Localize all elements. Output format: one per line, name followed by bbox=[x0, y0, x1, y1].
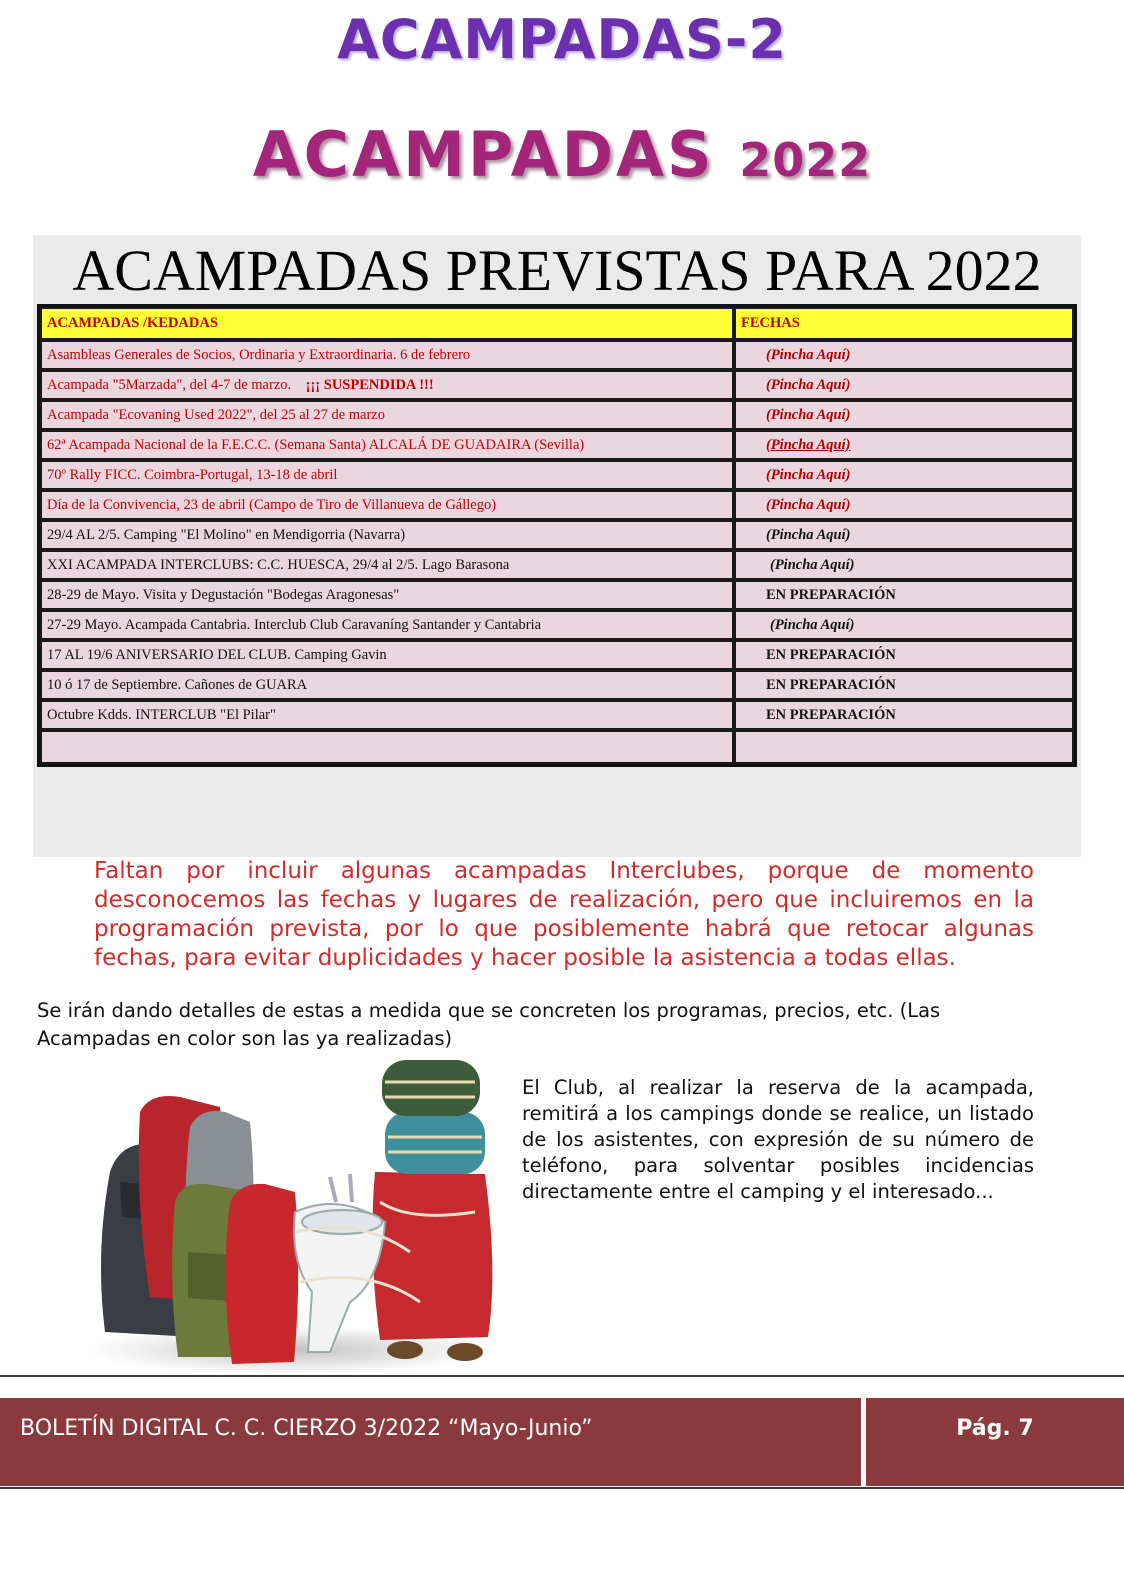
page-title: ACAMPADAS-2 bbox=[337, 8, 787, 71]
club-paragraph: El Club, al realizar la reserva de la acampada, remitirá a los campings donde se realice, un listado de los asistentes, con expresión de su número de teléfono, para solventar posibles incidencias directamente entre el camping y el interesado... bbox=[522, 1076, 1034, 1203]
date-link[interactable]: (Pincha Aquí) bbox=[734, 550, 1074, 580]
table-row bbox=[40, 580, 1074, 610]
event-cell: 10 ó 17 de Septiembre. Cañones de GUARA bbox=[40, 670, 734, 700]
table-row bbox=[40, 400, 1074, 430]
table-row bbox=[40, 640, 1074, 670]
event-cell: 70º Rally FICC. Coimbra-Portugal, 13-18 de abril bbox=[40, 460, 734, 490]
table-row bbox=[40, 370, 1074, 400]
banner-title bbox=[0, 118, 1124, 191]
table-row bbox=[40, 700, 1074, 730]
empty-cell bbox=[734, 730, 1074, 764]
date-link[interactable]: (Pincha Aquí) bbox=[734, 340, 1074, 370]
backpacks-illustration bbox=[80, 1052, 500, 1374]
table-row bbox=[40, 520, 1074, 550]
footer-bar bbox=[0, 1398, 1124, 1486]
event-cell: 29/4 AL 2/5. Camping "El Molino" en Mendigorria (Navarra) bbox=[40, 520, 734, 550]
table-header-row bbox=[40, 307, 1074, 340]
note-paragraph: Se irán dando detalles de estas a medida que se concreten los programas, precios, etc. (Las Acampadas en color son las ya realizadas) bbox=[37, 999, 941, 1050]
date-status: EN PREPARACIÓN bbox=[734, 700, 1074, 730]
date-link[interactable]: (Pincha Aquí) bbox=[734, 400, 1074, 430]
table-row bbox=[40, 610, 1074, 640]
table-row bbox=[40, 670, 1074, 700]
schedule-table bbox=[37, 304, 1077, 767]
date-link[interactable]: (Pincha Aquí) bbox=[734, 520, 1074, 550]
event-cell: Día de la Convivencia, 23 de abril (Campo de Tiro de Villanueva de Gállego) bbox=[40, 490, 734, 520]
date-status: EN PREPARACIÓN bbox=[734, 580, 1074, 610]
schedule-panel bbox=[33, 235, 1081, 857]
table-row bbox=[40, 550, 1074, 580]
event-cell: Acampada "Ecovaning Used 2022", del 25 al 27 de marzo bbox=[40, 400, 734, 430]
event-cell: 17 AL 19/6 ANIVERSARIO DEL CLUB. Camping Gavin bbox=[40, 640, 734, 670]
table-row bbox=[40, 490, 1074, 520]
event-cell: 28-29 de Mayo. Visita y Degustación "Bodegas Aragonesas" bbox=[40, 580, 734, 610]
date-status: EN PREPARACIÓN bbox=[734, 640, 1074, 670]
bulletin-label: BOLETÍN DIGITAL C. C. CIERZO 3/2022 “Mayo-Junio” bbox=[20, 1416, 593, 1441]
date-link[interactable]: (Pincha Aquí) bbox=[734, 430, 1074, 460]
date-link[interactable]: (Pincha Aquí) bbox=[734, 490, 1074, 520]
table-row-empty bbox=[40, 730, 1074, 764]
event-cell: 27-29 Mayo. Acampada Cantabria. Interclub Club Caravaníng Santander y Cantabria bbox=[40, 610, 734, 640]
event-cell: XXI ACAMPADA INTERCLUBS: C.C. HUESCA, 29/4 al 2/5. Lago Barasona bbox=[40, 550, 734, 580]
table-row bbox=[40, 340, 1074, 370]
table-row bbox=[40, 430, 1074, 460]
suspended-label: ¡¡¡ SUSPENDIDA !!! bbox=[305, 376, 434, 393]
date-link[interactable]: (Pincha Aquí) bbox=[734, 460, 1074, 490]
empty-cell bbox=[40, 730, 734, 764]
date-status: EN PREPARACIÓN bbox=[734, 670, 1074, 700]
backpacks-icon bbox=[80, 1052, 500, 1374]
warning-paragraph: Faltan por incluir algunas acampadas Interclubes, porque de momento desconocemos las fechas y lugares de realización, pero que incluiremos en la programación prevista, por lo que posiblemente habrá que retocar algunas fechas, para evitar duplicidades y hacer posible la asistencia a todas ellas. bbox=[94, 858, 1034, 971]
column-header-event: ACAMPADAS /KEDADAS bbox=[40, 307, 734, 340]
date-link[interactable]: (Pincha Aquí) bbox=[734, 610, 1074, 640]
banner-year: 2022 bbox=[739, 133, 872, 187]
footer-bottom-rule bbox=[0, 1487, 1124, 1489]
table-row bbox=[40, 460, 1074, 490]
schedule-heading: ACAMPADAS PREVISTAS PARA 2022 bbox=[72, 238, 1042, 303]
event-cell: Octubre Kdds. INTERCLUB "El Pilar" bbox=[40, 700, 734, 730]
banner-word: ACAMPADAS bbox=[252, 118, 715, 191]
event-cell: Asambleas Generales de Socios, Ordinaria y Extraordinaria. 6 de febrero bbox=[40, 340, 734, 370]
page-number: Pág. 7 bbox=[956, 1416, 1034, 1441]
event-cell: Acampada "5Marzada", del 4-7 de marzo. ¡¡¡ SUSPENDIDA !!! bbox=[40, 370, 734, 400]
column-header-date: FECHAS bbox=[734, 307, 1074, 340]
date-link[interactable]: (Pincha Aquí) bbox=[734, 370, 1074, 400]
footer-top-rule bbox=[0, 1375, 1124, 1377]
event-cell: 62ª Acampada Nacional de la F.E.C.C. (Semana Santa) ALCALÁ DE GUADAIRA (Sevilla) bbox=[40, 430, 734, 460]
